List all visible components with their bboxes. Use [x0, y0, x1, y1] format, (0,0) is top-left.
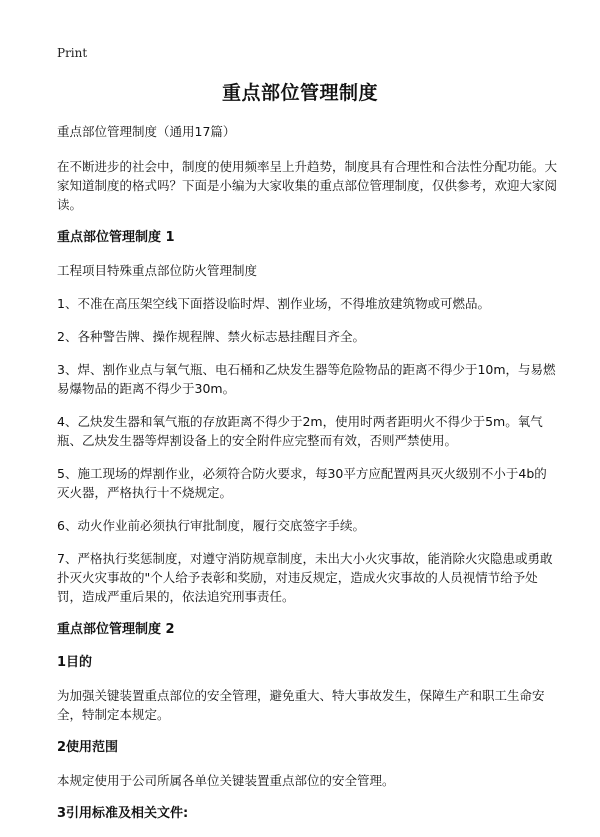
rule-item-3: 3、焊、割作业点与氧气瓶、电石桶和乙炔发生器等危险物品的距离不得少于10m，与易燃易爆物品的距离不得少于30m。 — [57, 362, 556, 396]
section-2-heading: 重点部位管理制度 2 — [57, 622, 175, 637]
document-subtitle: 重点部位管理制度（通用17篇） — [57, 124, 236, 139]
section-1-subheading: 工程项目特殊重点部位防火管理制度 — [57, 263, 258, 278]
scope-heading: 2使用范围 — [57, 740, 119, 755]
purpose-text: 为加强关键装置重点部位的安全管理，避免重大、特大事故发生，保障生产和职工生命安全，特制定本规定。 — [57, 688, 545, 722]
print-link[interactable]: Print — [57, 46, 88, 60]
scope-text: 本规定使用于公司所属各单位关键装置重点部位的安全管理。 — [57, 773, 395, 788]
rule-item-6: 6、动火作业前必须执行审批制度，履行交底签字手续。 — [57, 518, 365, 533]
rule-item-5: 5、施工现场的焊割作业，必须符合防火要求，每30平方应配置两具灭火级别不小于4b的灭火器，严格执行十不烧规定。 — [57, 466, 547, 500]
references-heading: 3引用标准及相关文件: — [57, 806, 189, 821]
rule-item-1: 1、不准在高压架空线下面搭设临时焊、割作业场，不得堆放建筑物或可燃品。 — [57, 296, 490, 311]
rule-item-2: 2、各种警告牌、操作规程牌、禁火标志悬挂醒目齐全。 — [57, 329, 365, 344]
document-body — [57, 122, 559, 837]
intro-paragraph: 在不断进步的社会中，制度的使用频率呈上升趋势，制度具有合理性和合法性分配功能。大家知道制度的格式吗？下面是小编为大家收集的重点部位管理制度，仅供参考，欢迎大家阅读。 — [57, 159, 558, 212]
page-title: 重点部位管理制度 — [221, 82, 378, 104]
rule-item-4: 4、乙炔发生器和氧气瓶的存放距离不得少于2m，使用时两者距明火不得少于5m。氧气瓶、乙炔发生器等焊割设备上的安全附件应完整而有效，否则严禁使用。 — [57, 414, 543, 448]
section-1-heading: 重点部位管理制度 1 — [57, 230, 175, 245]
purpose-heading: 1目的 — [57, 655, 93, 670]
rule-item-7: 7、严格执行奖惩制度，对遵守消防规章制度，未出大小火灾事故，能消除火灾隐患或勇敢扑灭火灾事故的"个人给予表彰和奖励，对违反规定，造成火灾事故的人员视情节给予处罚，造成严重后果的，依法追究刑事责任。 — [57, 551, 553, 604]
